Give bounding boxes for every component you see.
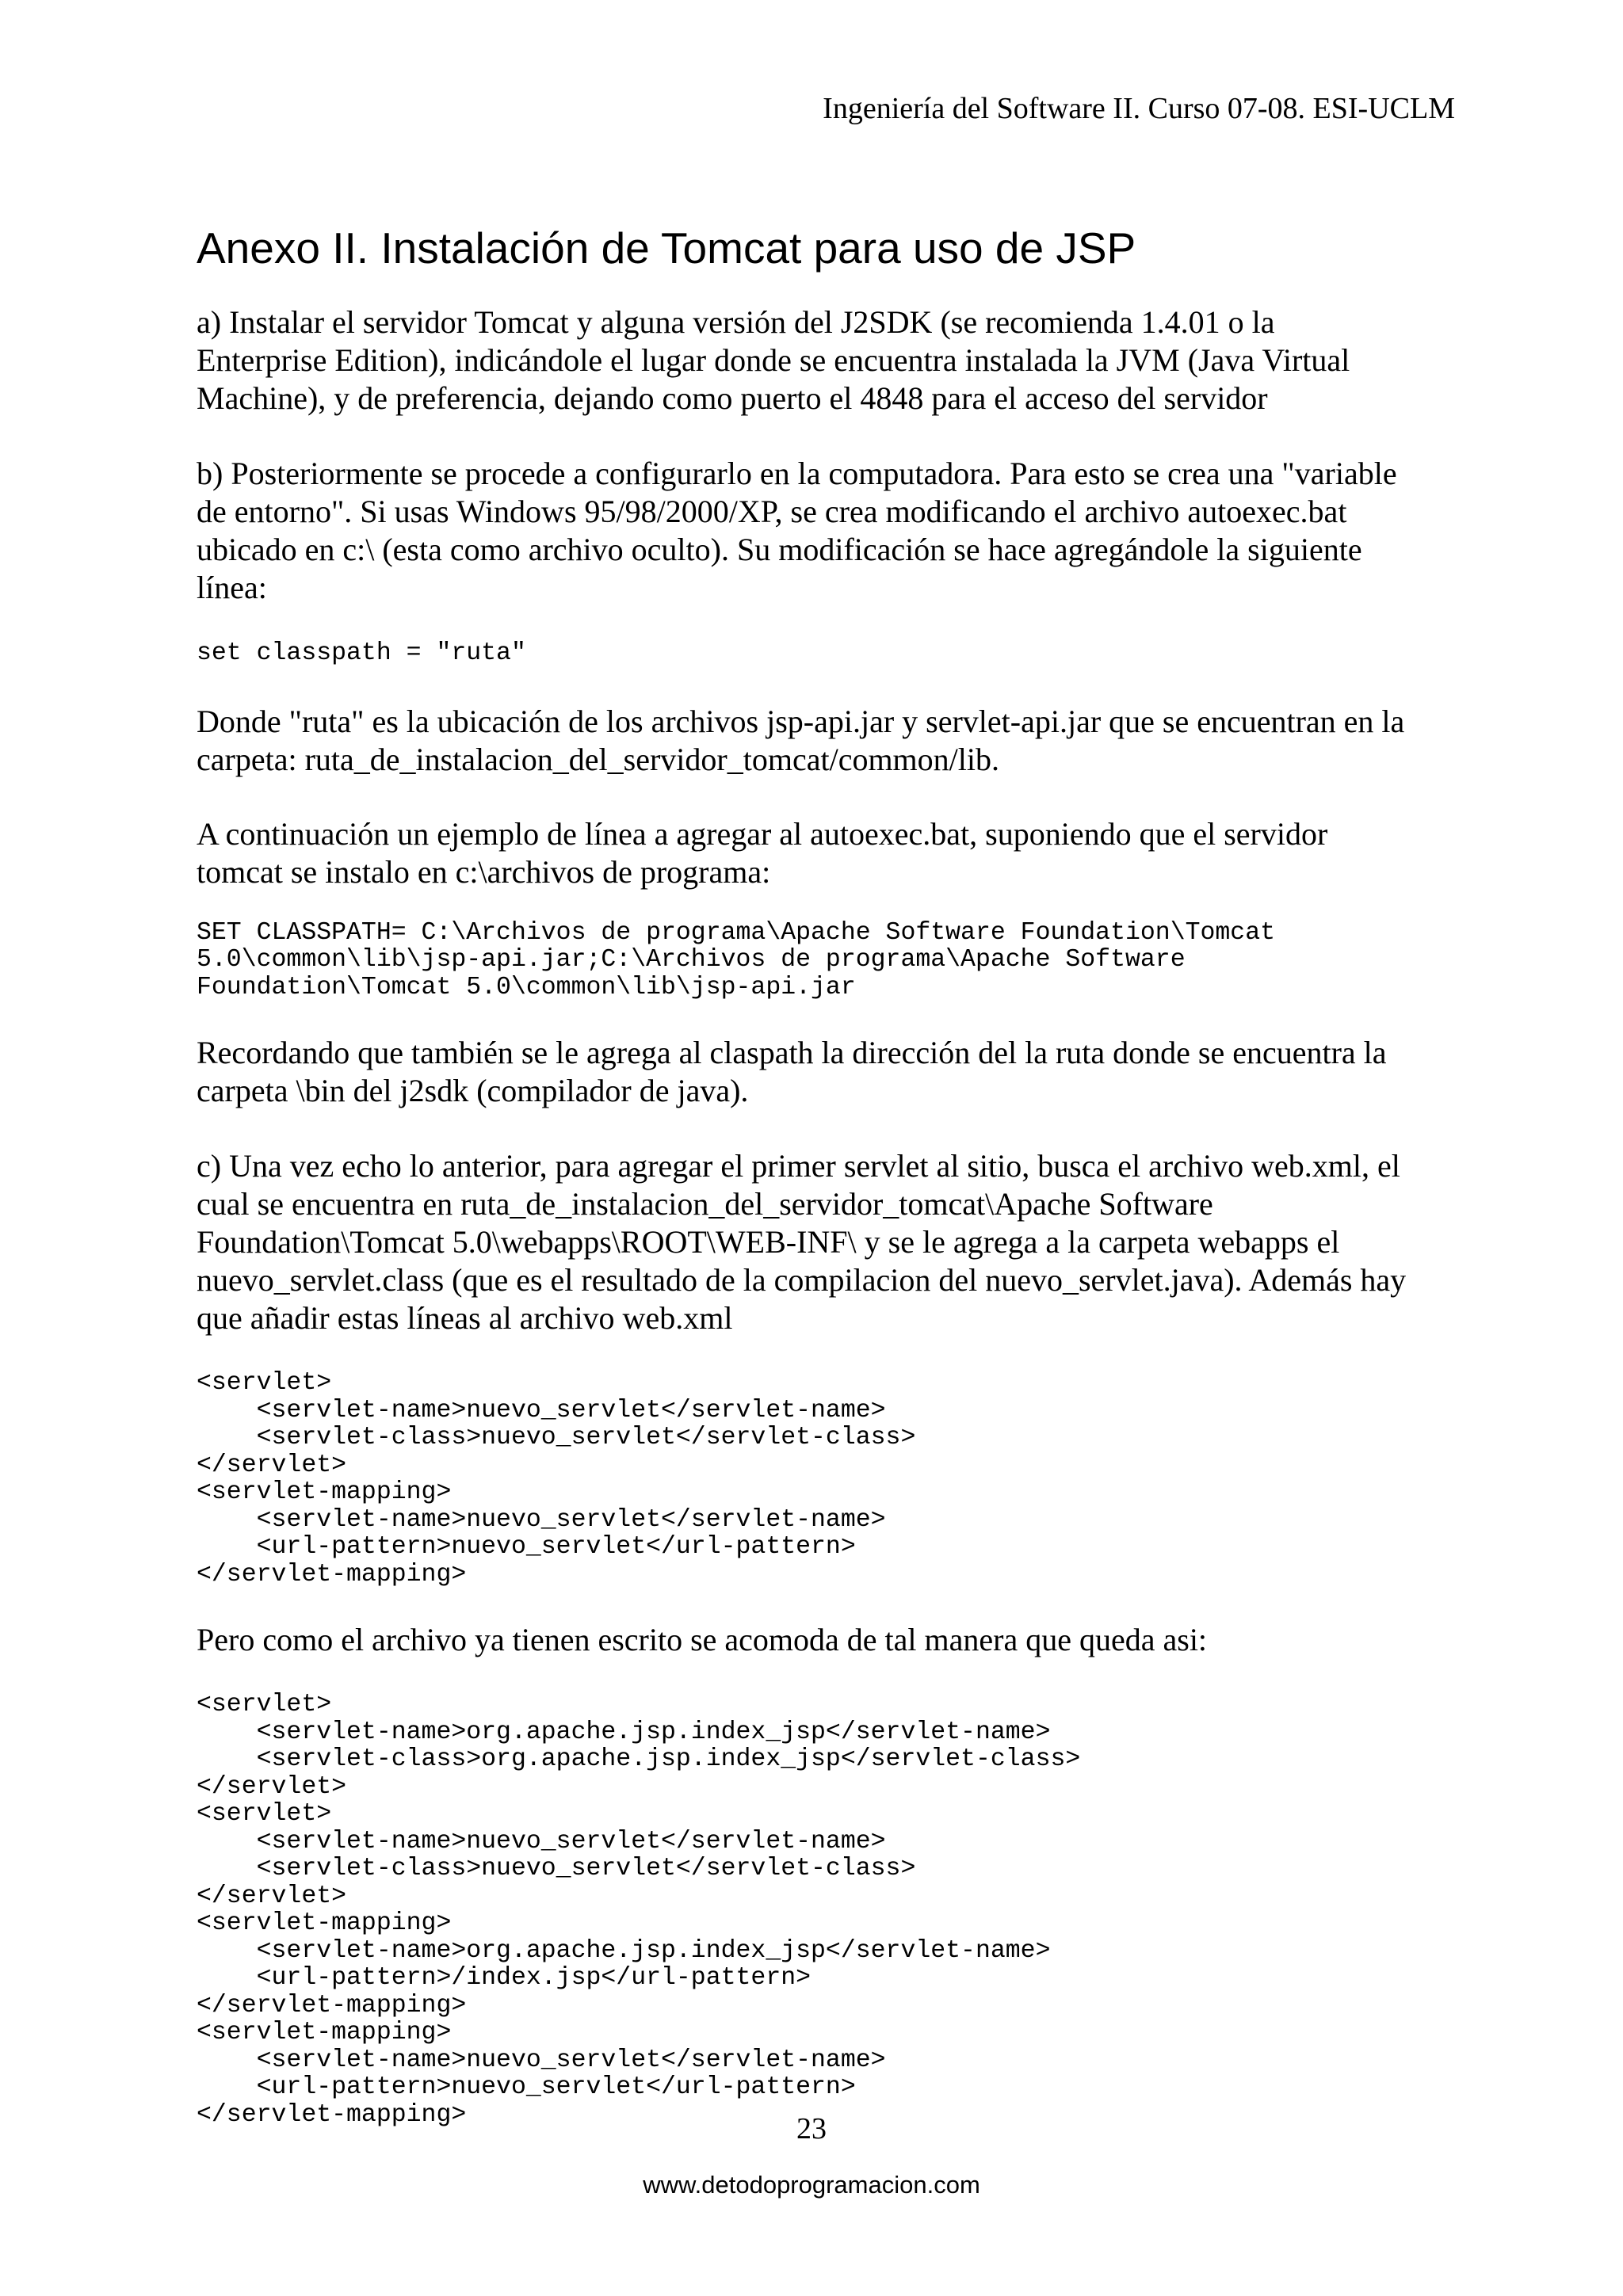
paragraph-c-servlet: c) Una vez echo lo anterior, para agregar el primer servlet al sitio, busca el archivo web.xml, el cual se encuentra en ruta_de_instalacion_del_servidor_tomcat\Apache Software Foundation\Tomcat 5.0\webapps\ROOT\WEB-INF\ y se le agrega a la carpeta webapps el nuevo_servlet.class (que es el resultado de la compilacion del nuevo_servlet.java). Además hay que añadir estas líneas al archivo web.xml bbox=[197, 1148, 1407, 1337]
paragraph-ruta-explanation: Donde "ruta" es la ubicación de los archivos jsp-api.jar y servlet-api.jar que se encuentran en la carpeta: ruta_de_instalacion_del_servidor_tomcat/common/lib. bbox=[197, 703, 1405, 777]
footer-url: www.detodoprogramacion.com bbox=[643, 2171, 980, 2199]
code-classpath-example: SET CLASSPATH= C:\Archivos de programa\Apache Software Foundation\Tomcat 5.0\common\lib\jsp-api.jar;C:\Archivos de programa\Apache Software Foundation\Tomcat 5.0\common\lib\jsp-api.jar bbox=[197, 918, 1276, 1001]
paragraph-recordando: Recordando que también se le agrega al claspath la dirección del la ruta donde se encuentra la carpeta \bin del j2sdk (compilador de java). bbox=[197, 1035, 1387, 1109]
code-servlet-lines: <servlet> <servlet-name>nuevo_servlet</servlet-name> <servlet-class>nuevo_servlet</servlet-class> </servlet> <servlet-mapping> <servlet-name>nuevo_servlet</servlet-name> <url-pattern>nuevo_servlet</url-pattern> </servlet-mapping> bbox=[197, 1369, 916, 1589]
paragraph-a-install: a) Instalar el servidor Tomcat y alguna versión del J2SDK (se recomienda 1.4.01 o la Enterprise Edition), indicándole el lugar donde se encuentra instalada la JVM (Java Virtual Machine), y de preferencia, dejando como puerto el 4848 para el acceso del servidor bbox=[197, 304, 1350, 417]
code-set-classpath: set classpath = "ruta" bbox=[197, 639, 526, 668]
paragraph-example-intro: A continuación un ejemplo de línea a agregar al autoexec.bat, suponiendo que el servidor tomcat se instalo en c:\archivos de programa: bbox=[197, 815, 1328, 890]
paragraph-pero: Pero como el archivo ya tienen escrito se acomoda de tal manera que queda asi: bbox=[197, 1622, 1208, 1658]
page-title: Anexo II. Instalación de Tomcat para uso de JSP bbox=[197, 223, 1136, 273]
page-number: 23 bbox=[796, 2112, 827, 2145]
page-content bbox=[197, 223, 1465, 2129]
running-header: Ingeniería del Software II. Curso 07-08. ESI-UCLM bbox=[823, 92, 1455, 125]
code-web-xml-final: <servlet> <servlet-name>org.apache.jsp.index_jsp</servlet-name> <servlet-class>org.apache.jsp.index_jsp</servlet-class> </servlet> <servlet> <servlet-name>nuevo_servlet</servlet-name> <servlet-class>nuevo_servlet</servlet-class> </servlet> <servlet-mapping> <servlet-name>org.apache.jsp.index_jsp</servlet-name> <url-pattern>/index.jsp</url-pattern> </servlet-mapping> <servlet-mapping> <servlet-name>nuevo_servlet</servlet-name> <url-pattern>nuevo_servlet</url-pattern> </servlet-mapping> bbox=[197, 1691, 1081, 2129]
paragraph-b-configure: b) Posteriormente se procede a configurarlo en la computadora. Para esto se crea una "variable de entorno". Si usas Windows 95/98/2000/XP, se crea modificando el archivo autoexec.bat ubicado en c:\ (esta como archivo oculto). Su modificación se hace agregándole la siguiente línea: bbox=[197, 456, 1397, 606]
